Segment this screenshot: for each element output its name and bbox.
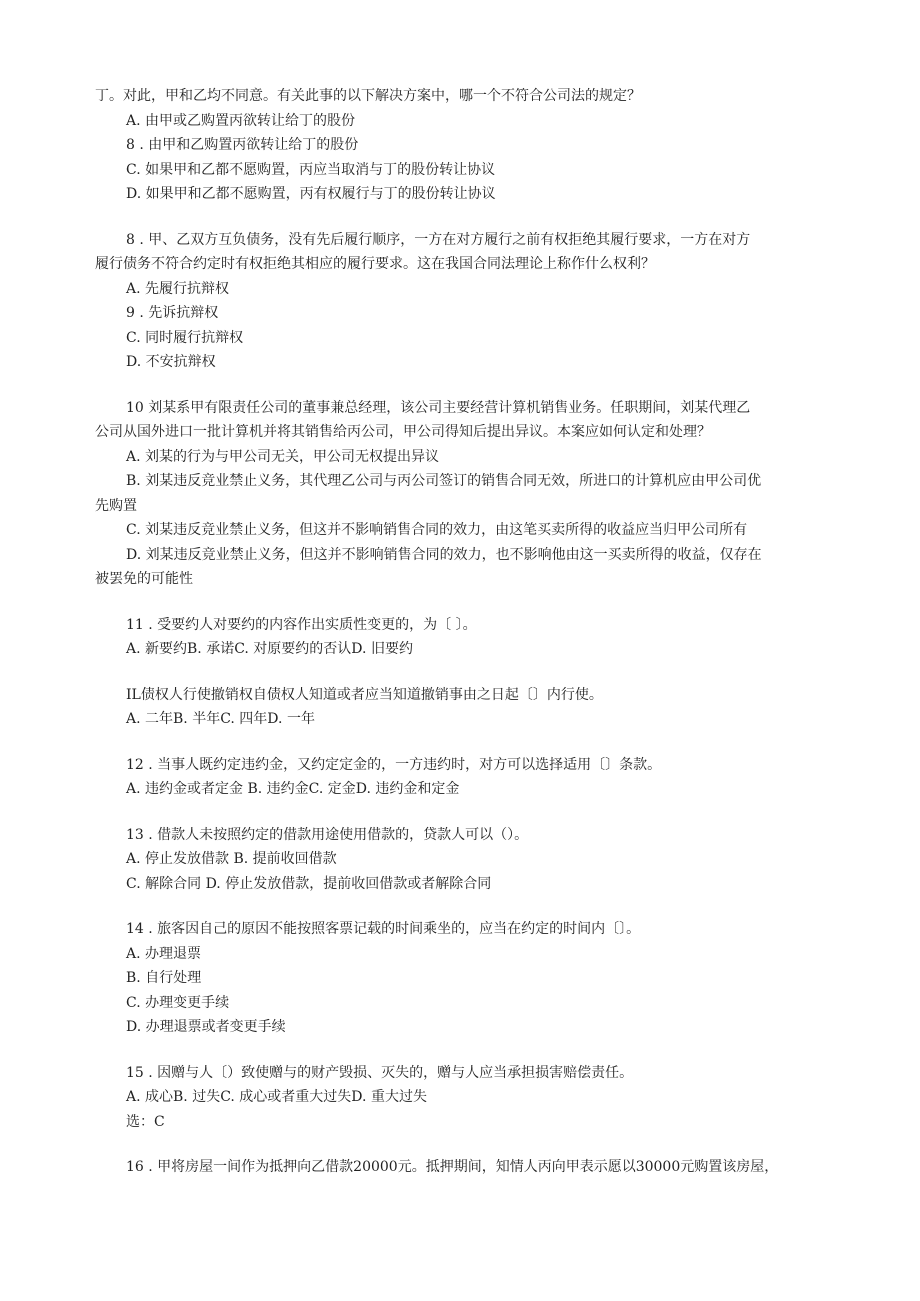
paragraph-gap — [95, 1134, 825, 1155]
text-line: C. 如果甲和乙都不愿购置，丙应当取消与丁的股份转让协议 — [126, 161, 496, 178]
text-line: D. 刘某违反竞业禁止义务，但这并不影响销售合同的效力，也不影响他由这一买卖所得的收益，仅存在 — [126, 546, 762, 563]
text-line: C. 同时履行抗辩权 — [126, 329, 244, 346]
text-line: 履行债务不符合约定时有权拒绝其相应的履行要求。这在我国合同法理论上称作什么权利？ — [95, 256, 655, 272]
text-line: IL债权人行使撤销权自债权人知道或者应当知道撤销事由之日起〔〕内行使。 — [126, 686, 603, 703]
text-line: 13 . 借款人未按照约定的借款用途使用借款的，贷款人可以（）。 — [126, 826, 529, 843]
text-line: B. 自行处理 — [126, 970, 202, 986]
text-line: 公司从国外进口一批计算机并将其销售给丙公司，甲公司得知后提出异议。本案应如何认定和处理？ — [95, 424, 711, 440]
paragraph-gap — [95, 896, 825, 917]
text-line: A. 刘某的行为与甲公司无关，甲公司无权提出异议 — [126, 448, 440, 465]
text-line: B. 刘某违反竞业禁止义务，其代理乙公司与丙公司签订的销售合同无效，所进口的计算机应由甲公司优 — [126, 473, 762, 489]
text-line: 11 . 受要约人对要约的内容作出实质性变更的，为〔 〕。 — [126, 616, 477, 633]
text-line: A. 二年B. 半年C. 四年D. 一年 — [126, 711, 315, 727]
text-line: 15 . 因赠与人〔）致使赠与的财产毁损、灭失的，赠与人应当承担损害赔偿责任。 — [126, 1064, 634, 1081]
paragraph-gap — [95, 375, 825, 396]
paragraph-gap — [95, 1040, 825, 1061]
paragraph-gap — [95, 732, 825, 753]
text-line: A. 违约金或者定金 B. 违约金C. 定金D. 违约金和定金 — [126, 781, 460, 797]
text-line: 8 . 甲、乙双方互负债务，没有先后履行顺序，一方在对方履行之前有权拒绝其履行要求，一方在对方 — [126, 231, 751, 248]
text-line: D. 如果甲和乙都不愿购置，丙有权履行与丁的股份转让协议 — [126, 186, 496, 202]
text-line: D. 办理退票或者变更手续 — [126, 1019, 286, 1035]
paragraph-gap — [95, 802, 825, 823]
text-line: A. 停止发放借款 B. 提前收回借款 — [126, 851, 337, 867]
document-body — [95, 84, 825, 1180]
text-line: A. 办理退票 — [126, 945, 202, 962]
text-line: A. 由甲或乙购置丙欲转让给丁的股份 — [126, 112, 356, 129]
text-line: 丁。对此，甲和乙均不同意。有关此事的以下解决方案中，哪一个不符合公司法的规定？ — [95, 88, 641, 104]
text-line: 12 . 当事人既约定违约金，又约定定金的，一方违约时，对方可以选择适用〔〕条款。 — [126, 756, 662, 773]
text-line: 10 刘某系甲有限责任公司的董事兼总经理，该公司主要经营计算机销售业务。任职期间，刘某代理乙 — [126, 399, 751, 416]
text-line: 9 . 先诉抗辩权 — [126, 305, 219, 321]
text-line: 8 . 由甲和乙购置丙欲转让给丁的股份 — [126, 137, 359, 153]
paragraph-gap — [95, 207, 825, 228]
text-line: 被罢免的可能性 — [95, 571, 193, 587]
text-line: A. 新要约B. 承诺C. 对原要约的否认D. 旧要约 — [126, 641, 413, 657]
text-line: 14 . 旅客因自己的原因不能按照客票记载的时间乘坐的，应当在约定的时间内〔〕。 — [126, 921, 641, 937]
paragraph-gap — [95, 592, 825, 613]
text-line: A. 先履行抗辩权 — [126, 280, 230, 297]
text-line: 先购置 — [95, 497, 137, 514]
text-line: C. 解除合同 D. 停止发放借款，提前收回借款或者解除合同 — [126, 875, 492, 892]
text-line: 选：C — [126, 1113, 165, 1130]
text-line: C. 刘某违反竞业禁止义务，但这并不影响销售合同的效力，由这笔买卖所得的收益应当归甲公司所有 — [126, 522, 748, 538]
text-line: D. 不安抗辩权 — [126, 354, 216, 370]
text-line: A. 成心B. 过失C. 成心或者重大过失D. 重大过失 — [126, 1089, 427, 1105]
paragraph-gap — [95, 662, 825, 683]
text-line: C. 办理变更手续 — [126, 994, 230, 1011]
text-line: 16 . 甲将房屋一间作为抵押向乙借款20000元。抵押期间，知情人丙向甲表示愿以30000元购置该房屋， — [126, 1159, 779, 1175]
